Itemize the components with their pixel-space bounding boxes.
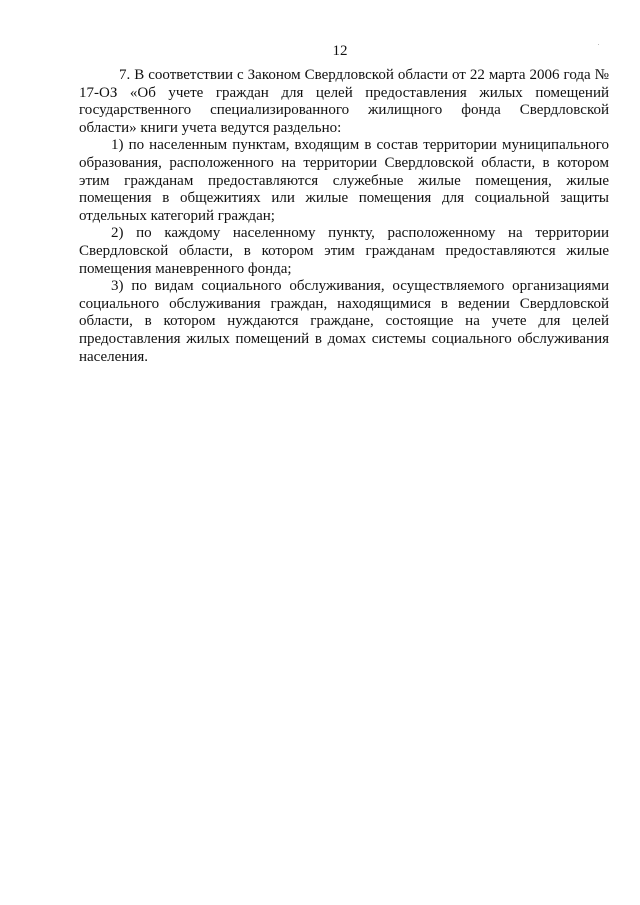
scan-speck bbox=[598, 44, 599, 45]
page-number: 12 bbox=[332, 43, 348, 59]
document-body bbox=[79, 67, 609, 366]
paragraph-subitem-3: 3) по видам социального обслуживания, осуществляемого организациями социального обслуживания граждан, находящимися в ведении Свердловской области, в котором нуждаются граждане, состоящие на учете для целей предоставления жилых помещений в домах системы социального обслуживания населения. bbox=[79, 278, 609, 365]
paragraph-item-7: 7. В соответствии с Законом Свердловской области от 22 марта 2006 года № 17-ОЗ «Об учете граждан для целей предоставления жилых помещений государственного специализированного жилищного фонда Свердловской области» книги учета ведутся раздельно: bbox=[79, 67, 609, 136]
paragraph-subitem-1: 1) по населенным пунктам, входящим в состав территории муниципального образования, расположенного на территории Свердловской области, в котором этим гражданам предоставляются служебные жилые помещения, жилые помещения в общежитиях или жилые помещения для социальной защиты отдельных категорий граждан; bbox=[79, 137, 609, 224]
paragraph-subitem-2: 2) по каждому населенному пункту, расположенному на территории Свердловской области, в котором этим гражданам предоставляются жилые помещения маневренного фонда; bbox=[79, 225, 609, 277]
